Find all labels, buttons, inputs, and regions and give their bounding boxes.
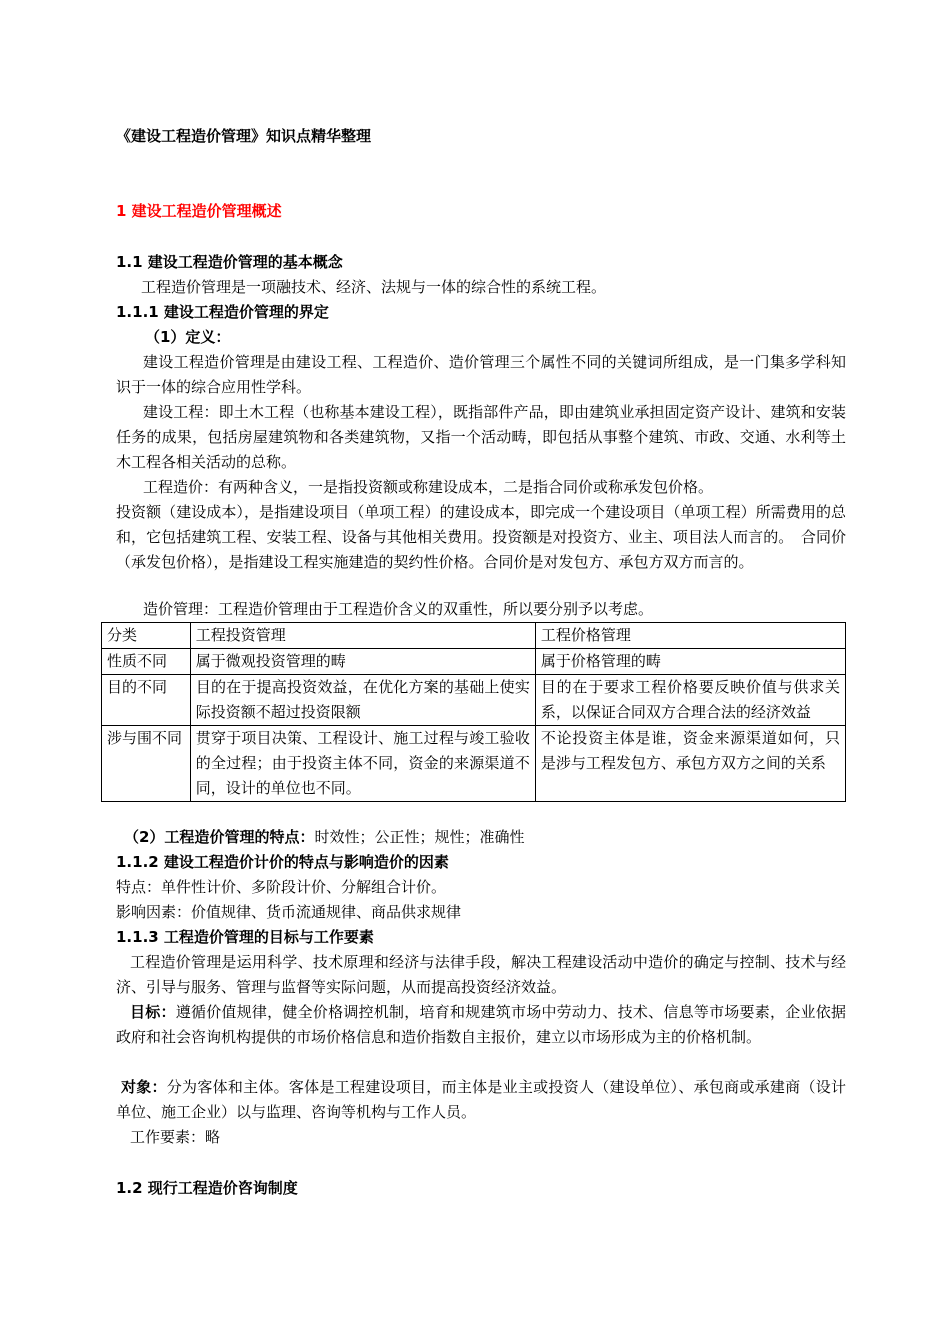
table-cell: 属于微观投资管理的畴 — [190, 649, 535, 675]
goal-label: 目标： — [130, 1003, 176, 1021]
table-cell: 贯穿于项目决策、工程设计、施工过程与竣工验收的全过程；由于投资主体不同，资金的来源渠道不同，设计的单位也不同。 — [190, 726, 535, 802]
table-header-row — [102, 623, 846, 649]
table-cell: 目的在于提高投资效益，在优化方案的基础上使实际投资额不超过投资限额 — [190, 675, 535, 726]
section-heading-1-2: 1.2 现行工程造价咨询制度 — [116, 1179, 298, 1197]
section-heading-1-1: 1.1 建设工程造价管理的基本概念 — [116, 253, 343, 271]
table-header-cell: 工程价格管理 — [535, 623, 845, 649]
object-text: 分为客体和主体。客体是工程建设项目，而主体是业主或投资人（建设单位）、承包商或承建商（设计单位、施工企业）以与监理、咨询等机构与工作人员。 — [116, 1078, 846, 1122]
document-title: 《建设工程造价管理》知识点精华整理 — [116, 127, 372, 145]
section-heading-1-1-1: 1.1.1 建设工程造价管理的界定 — [116, 303, 329, 321]
definition-paragraph-4: 投资额（建设成本），是指建设项目（单项工程）的建设成本，即完成一个建设项目（单项工程）所需费用的总和，它包括建筑工程、安装工程、设备与其他相关费用。投资额是对投资方、业主、项目法人而言的。 合同价（承发包价格），是指建设工程实施建造的契约性价格。合同价是对发包方、承包方双方而言的。 — [116, 503, 846, 572]
pricing-features: 特点：单件性计价、多阶段计价、分解组合计价。 — [116, 878, 447, 896]
influencing-factors: 影响因素：价值规律、货币流通规律、商品供求规律 — [116, 903, 462, 921]
definition-paragraph-3: 工程造价：有两种含义，一是指投资额或称建设成本，二是指合同价或称承发包价格。 — [143, 478, 714, 496]
features-line — [124, 825, 524, 850]
definition-paragraph-1: 建设工程造价管理是由建设工程、工程造价、造价管理三个属性不同的关键词所组成，是一门集多学科知识于一体的综合应用性学科。 — [116, 353, 846, 397]
table-row — [102, 675, 846, 726]
table-cell: 目的不同 — [102, 675, 191, 726]
definition-label: （1）定义： — [145, 328, 231, 346]
features-label: （2）工程造价管理的特点： — [124, 828, 315, 846]
table-cell: 属于价格管理的畴 — [535, 649, 845, 675]
object-paragraph — [116, 1075, 846, 1125]
section-intro: 工程造价管理是一项融技术、经济、法规与一体的综合性的系统工程。 — [141, 278, 607, 296]
table-cell: 性质不同 — [102, 649, 191, 675]
features-text: 时效性；公正性；规性；准确性 — [314, 828, 525, 846]
table-header-cell: 工程投资管理 — [190, 623, 535, 649]
table-row — [102, 726, 846, 802]
table-cell: 不论投资主体是谁，资金来源渠道如何，只是涉与工程发包方、承包方双方之间的关系 — [535, 726, 845, 802]
section-heading-1-1-3: 1.1.3 工程造价管理的目标与工作要素 — [116, 928, 374, 946]
chapter-heading: 1 建设工程造价管理概述 — [116, 202, 282, 220]
work-elements: 工作要素：略 — [130, 1128, 221, 1146]
definition-paragraph-5: 造价管理：工程造价管理由于工程造价含义的双重性，所以要分别予以考虑。 — [143, 600, 654, 618]
table-cell: 目的在于要求工程价格要反映价值与供求关系，以保证合同双方合理合法的经济效益 — [535, 675, 845, 726]
goal-paragraph — [116, 1000, 846, 1050]
table-cell: 涉与围不同 — [102, 726, 191, 802]
definition-paragraph-2: 建设工程：即土木工程（也称基本建设工程），既指部件产品，即由建筑业承担固定资产设计、建筑和安装任务的成果，包括房屋建筑物和各类建筑物，又指一个活动畴，即包括从事整个建筑、市政、交通、水利等土木工程各相关活动的总称。 — [116, 403, 846, 472]
table-header-cell: 分类 — [102, 623, 191, 649]
goals-intro-paragraph: 工程造价管理是运用科学、技术原理和经济与法律手段，解决工程建设活动中造价的确定与控制、技术与经济、引导与服务、管理与监督等实际问题，从而提高投资经济效益。 — [116, 953, 846, 997]
table-row — [102, 649, 846, 675]
comparison-table — [101, 622, 846, 802]
goal-text: 遵循价值规律，健全价格调控机制，培育和规建筑市场中劳动力、技术、信息等市场要素，企业依据政府和社会咨询机构提供的市场价格信息和造价指数自主报价，建立以市场形成为主的价格机制。 — [116, 1003, 846, 1047]
section-heading-1-1-2: 1.1.2 建设工程造价计价的特点与影响造价的因素 — [116, 853, 449, 871]
object-label: 对象： — [121, 1078, 167, 1096]
